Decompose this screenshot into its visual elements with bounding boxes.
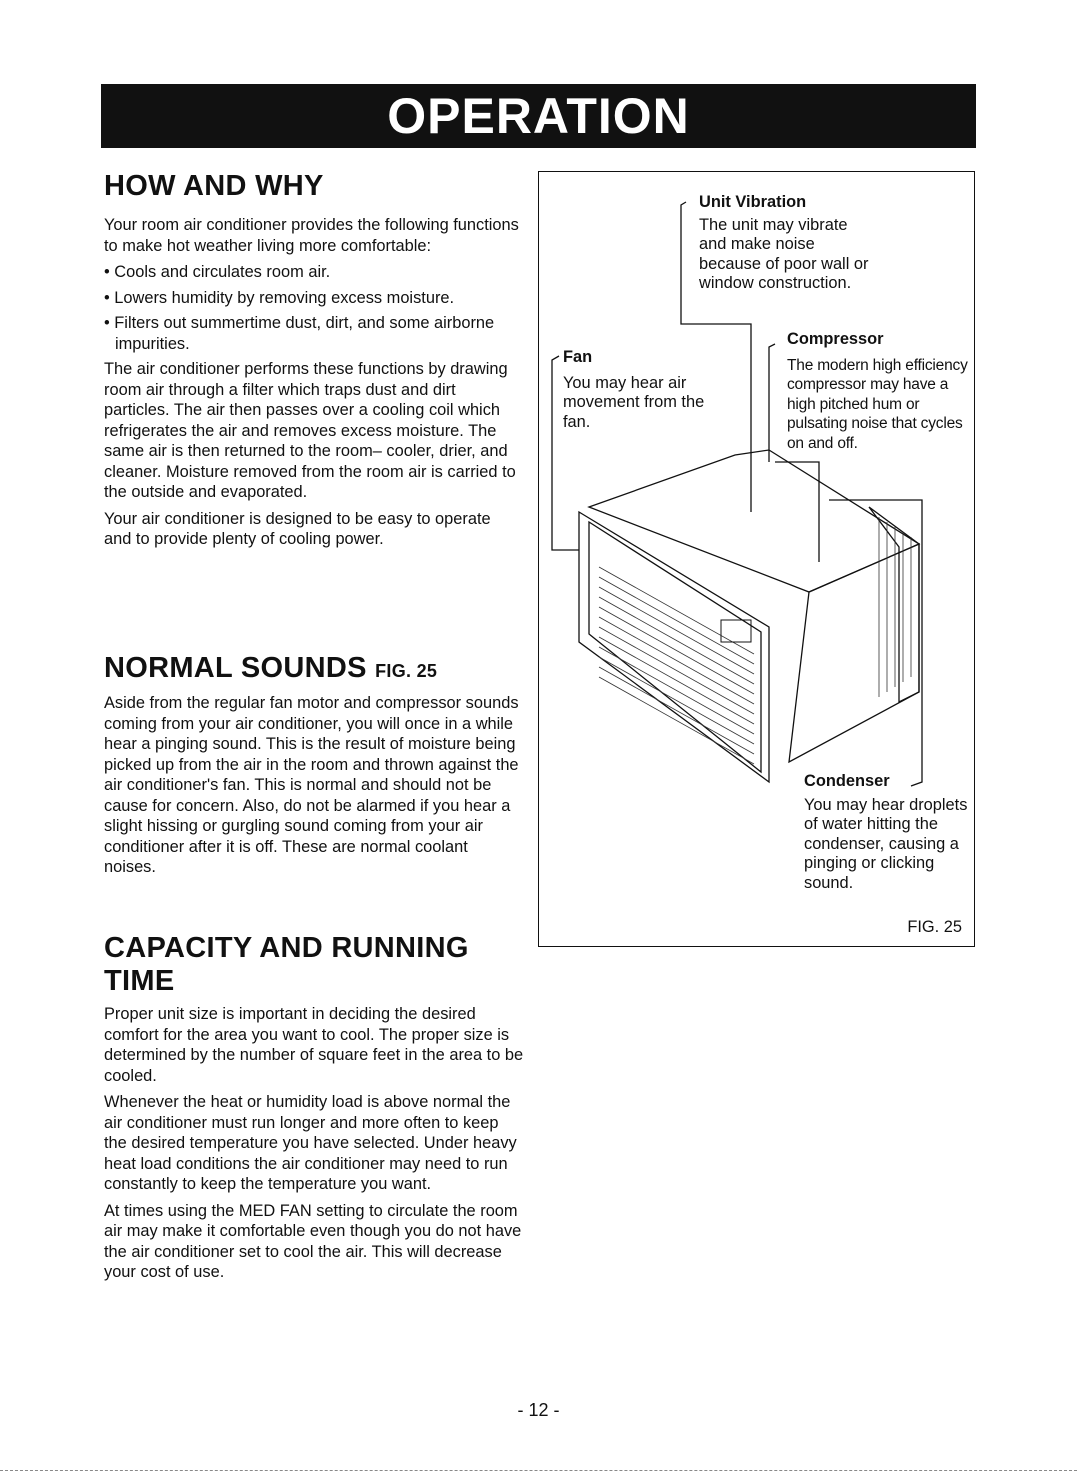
how-and-why-section — [104, 170, 522, 556]
capacity-paragraph: Whenever the heat or humidity load is above normal the air conditioner must run longer and more often to keep the desired temperature you have selected. Under heavy heat load conditions the air conditioner may need to run constantly to keep the temperature you want. — [104, 1093, 517, 1193]
page-banner: OPERATION — [101, 84, 976, 148]
unit-vibration-text: The unit may vibrate and make noise because of poor wall or window construction. — [699, 215, 869, 292]
bullet-item: • Filters out summertime dust, dirt, and some airborne impurities. — [104, 314, 495, 353]
compressor-text: The modern high efficiency compressor may have a high pitched hum or pulsating noise that cycles on and off. — [787, 356, 968, 452]
normal-sounds-heading: NORMAL SOUNDS FIG. 25 — [104, 652, 438, 684]
condenser-title: Condenser — [804, 772, 890, 790]
compressor-title: Compressor — [787, 330, 884, 348]
normal-sounds-paragraph: Aside from the regular fan motor and compressor sounds coming from your air conditioner, you will once in a while hear a pinging sound. This is the result of moisture being picked up from the air in the room and thrown against the air conditioner's fan. This is normal and should not be cause for concern. Also, do not be alarmed if you hear a slight hissing or gurgling sound coming from your air conditioner after it is off. These are normal coolant noises. — [104, 694, 519, 876]
figure-caption: FIG. 25 — [907, 918, 962, 936]
page-number: - 12 - — [517, 1400, 560, 1420]
capacity-paragraph: Proper unit size is important in deciding the desired comfort for the area you want to cool. The proper size is determined by the number of square feet in the area to be cooled. — [104, 1005, 524, 1085]
fan-title: Fan — [563, 348, 593, 366]
bullet-item: • Cools and circulates room air. — [104, 263, 331, 281]
bullet-item: • Lowers humidity by removing excess moisture. — [104, 288, 455, 307]
capacity-heading: CAPACITY AND RUNNING TIME — [104, 932, 469, 997]
figure-reference: FIG. 25 — [375, 661, 438, 681]
how-and-why-intro: Your room air conditioner provides the following functions to make hot weather living more comfortable: — [104, 216, 519, 255]
condenser-text: You may hear droplets of water hitting the condenser, causing a pinging or clicking sound. — [804, 795, 968, 892]
how-and-why-paragraph: The air conditioner performs these functions by drawing room air through a filter which traps dust and dirt particles. The air then passes over a cooling coil which refrigerates the air and removes excess moisture. The same air is then returned to the room– cooler, drier, and cleaner. Moisture removed from the room air is carried to the outside and evaporated. — [104, 360, 516, 501]
fan-callout — [563, 348, 738, 432]
figure-25 — [538, 171, 975, 947]
capacity-paragraph: At times using the MED FAN setting to circulate the room air may make it comfortable even though you do not have the air conditioner set to cool the air. This will decrease your cost of use. — [104, 1201, 522, 1281]
page-bottom-rule — [0, 1470, 1077, 1471]
compressor-callout — [787, 330, 972, 453]
normal-sounds-section — [104, 652, 524, 884]
unit-vibration-callout — [699, 193, 899, 294]
how-and-why-paragraph: Your air conditioner is designed to be easy to operate and to provide plenty of cooling power. — [104, 509, 491, 548]
how-and-why-heading: HOW AND WHY — [104, 170, 324, 202]
unit-vibration-title: Unit Vibration — [699, 193, 807, 211]
capacity-section — [104, 932, 524, 1289]
fan-text: You may hear air movement from the fan. — [563, 373, 705, 431]
condenser-callout — [804, 772, 976, 893]
